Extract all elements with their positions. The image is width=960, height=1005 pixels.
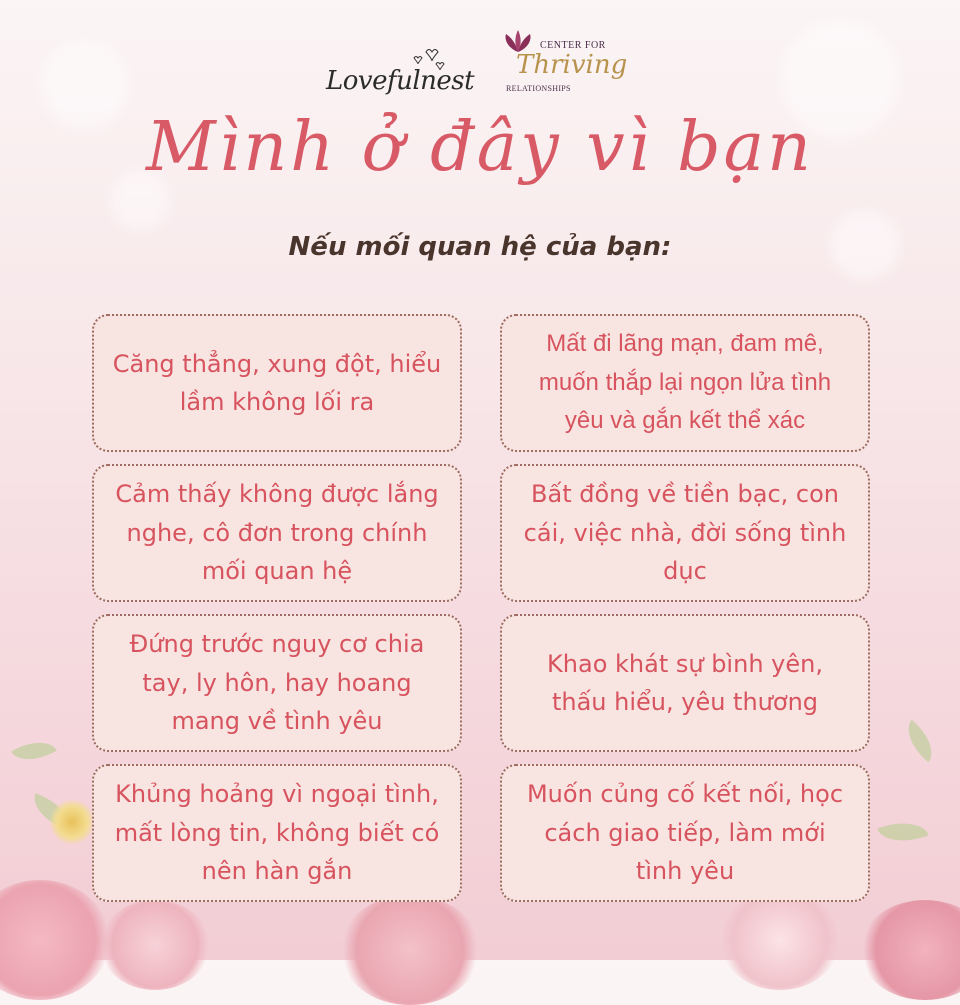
- page-title: Mình ở đây vì bạn: [146, 108, 814, 187]
- flower-decoration: [50, 800, 94, 844]
- page-subtitle: Nếu mối quan hệ của bạn:: [288, 232, 672, 262]
- lovefulnest-logo: [318, 38, 475, 108]
- leaf-decoration: [11, 731, 57, 770]
- logo-relationships: RELATIONSHIPS: [506, 84, 571, 93]
- card-peace: Khao khát sự bình yên, thấu hiểu, yêu thương: [500, 614, 870, 752]
- flower-decoration: [340, 895, 480, 1005]
- leaf-decoration: [898, 720, 943, 763]
- flower-decoration: [100, 900, 210, 990]
- flower-decoration: [860, 900, 960, 1000]
- leaf-decoration: [877, 813, 928, 851]
- card-breakup-risk: Đứng trước nguy cơ chia tay, ly hôn, hay hoang mang về tình yêu: [92, 614, 462, 752]
- card-unheard: Cảm thấy không được lắng nghe, cô đơn trong chính mối quan hệ: [92, 464, 462, 602]
- card-disagreements: Bất đồng về tiền bạc, con cái, việc nhà, đời sống tình dục: [500, 464, 870, 602]
- card-tension: Căng thẳng, xung đột, hiểu lầm không lối ra: [92, 314, 462, 452]
- flower-decoration: [720, 890, 840, 990]
- card-infidelity: Khủng hoảng vì ngoại tình, mất lòng tin, không biết có nên hàn gắn: [92, 764, 462, 902]
- card-strengthen: Muốn củng cố kết nối, học cách giao tiếp, làm mới tình yêu: [500, 764, 870, 902]
- lovefulnest-wordmark: Lovefulnest: [326, 66, 475, 96]
- card-romance: Mất đi lãng mạn, đam mê, muốn thắp lại ngọn lửa tình yêu và gắn kết thể xác: [500, 314, 870, 452]
- thriving-relationships-logo: [496, 28, 636, 108]
- logo-thriving: Thriving: [516, 50, 628, 80]
- flower-decoration: [0, 880, 110, 1000]
- header-logos: [0, 28, 960, 108]
- logo-center-for: CENTER FOR: [540, 40, 606, 51]
